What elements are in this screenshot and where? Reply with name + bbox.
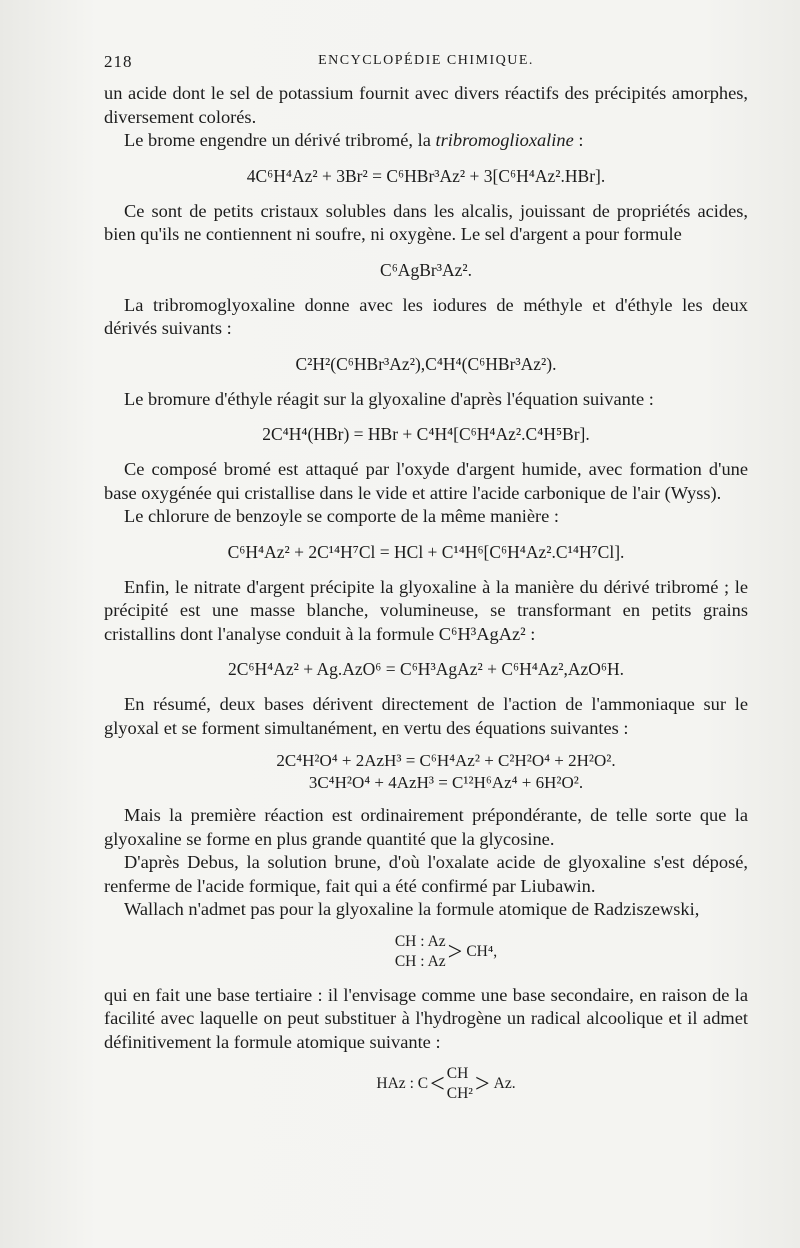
formula-right: CH⁴, [466, 942, 498, 960]
formula-right: Az. [493, 1075, 516, 1092]
equation: 2C⁶H⁴Az² + Ag.AzO⁶ = C⁶H³AgAz² + C⁶H⁴Az²,AzO⁶H. [227, 659, 625, 679]
equation: 2C⁴H²O⁴ + 2AzH³ = C⁶H⁴Az² + C²H²O⁴ + 2H²O². [276, 751, 616, 770]
text-span: : [573, 130, 584, 150]
bond-bracket-icon: > [447, 936, 463, 966]
equation: 3C⁴H²O⁴ + 4AzH³ = C¹²H⁶Az⁴ + 6H²O². [308, 773, 584, 792]
formula-line: CH : Az [394, 932, 446, 950]
formula-line: CH² [446, 1085, 473, 1102]
paragraph: En résumé, deux bases dérivent directement de l'action de l'ammoniaque sur le glyoxal et se forment simultanément, en vertu des équations suivantes : [104, 694, 748, 738]
page-number: 218 [104, 52, 133, 71]
formula-line: CH : Az [394, 952, 446, 970]
equation: C⁶AgBr³Az². [380, 259, 472, 280]
bond-bracket-icon: < [430, 1069, 445, 1098]
paragraph: qui en fait une base tertiaire : il l'envisage comme une base secondaire, en raison de la facilité avec laquelle on peut substituer à l'hydrogène un radical alcoolique et il admet définitivement la formule atomique suivante : [104, 984, 748, 1052]
page-body [104, 82, 748, 1104]
paragraph: un acide dont le sel de potassium fournit avec divers réactifs des précipités amorphes, diversement colorés. [104, 83, 748, 127]
paragraph: Mais la première réaction est ordinairement prépondérante, de telle sorte que la glyoxaline se forme en plus grande quantité que la glycosine. [104, 805, 748, 849]
paragraph: D'après Debus, la solution brune, d'où l'oxalate acide de glyoxaline s'est déposé, renferme de l'acide formique, fait qui a été confirmé par Liubawin. [104, 852, 748, 896]
equation: 2C⁴H⁴(HBr) = HBr + C⁴H⁴[C⁶H⁴Az².C⁴H⁵Br]. [262, 424, 590, 444]
paragraph [104, 129, 748, 153]
paragraph: La tribromoglyoxaline donne avec les iodures de méthyle et d'éthyle les deux dérivés suivants : [104, 294, 748, 338]
formula-line: CH [446, 1065, 469, 1082]
formula-left: HAz : C [376, 1075, 429, 1092]
page-header [104, 52, 748, 82]
paragraph: Le chlorure de benzoyle se comporte de la même manière : [124, 506, 560, 526]
equation-group [144, 750, 748, 794]
paragraph: Le bromure d'éthyle réagit sur la glyoxaline d'après l'équation suivante : [124, 388, 654, 409]
equation: C⁶H⁴Az² + 2C¹⁴H⁷Cl = HCl + C¹⁴H⁶[C⁶H⁴Az².C¹⁴H⁷Cl]. [227, 541, 625, 562]
italic-term: tribromoglioxaline [435, 130, 574, 150]
bond-bracket-icon: > [474, 1069, 490, 1098]
formula-middle [447, 1064, 473, 1104]
structural-formula [144, 1064, 748, 1104]
equation: 4C⁶H⁴Az² + 3Br² = C⁶HBr³Az² + 3[C⁶H⁴Az².HBr]. [246, 165, 606, 186]
formula-left [395, 932, 446, 972]
paragraph: Ce sont de petits cristaux solubles dans les alcalis, jouissant de propriétés acides, bien qu'ils ne contiennent ni soufre, ni oxygène. Le sel d'argent a pour formule [104, 200, 748, 244]
equation: C²H²(C⁶HBr³Az²),C⁴H⁴(C⁶HBr³Az²). [295, 353, 557, 374]
structural-formula [144, 932, 748, 972]
paragraph: Wallach n'admet pas pour la glyoxaline la formule atomique de Radziszewski, [124, 899, 700, 919]
paragraph: Enfin, le nitrate d'argent précipite la glyoxaline à la manière du dérivé tribromé ; le précipité est une masse blanche, volumineuse, se transformant en petits grains cristallins dont l'analyse conduit à la formule C⁶H³AgAz² : [104, 576, 748, 644]
text-span: Le brome engendre un dérivé tribromé, la [124, 130, 436, 150]
paragraph: Ce composé bromé est attaqué par l'oxyde d'argent humide, avec formation d'une base oxygénée qui cristallise dans le vide et attire l'acide carbonique de l'air (Wyss). [104, 459, 748, 503]
running-title: ENCYCLOPÉDIE CHIMIQUE. [318, 53, 534, 68]
